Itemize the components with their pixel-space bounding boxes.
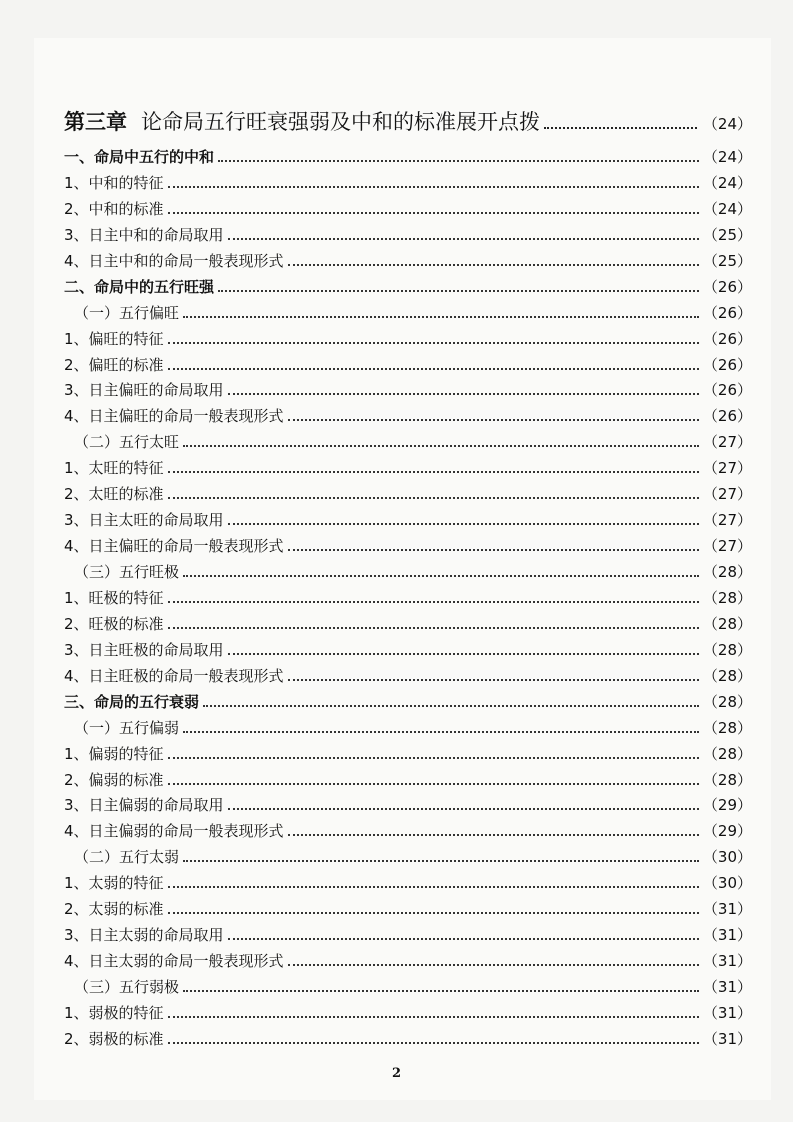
- toc-item-row: [64, 509, 752, 535]
- toc-entry-label: 4、日主旺极的命局一般表现形式: [64, 666, 284, 685]
- toc-item-row: [64, 379, 752, 405]
- toc-entry-label: 3、日主偏旺的命局取用: [64, 381, 224, 400]
- toc-item-row: [64, 535, 752, 561]
- toc-entry-label: 4、日主偏旺的命局一般表现形式: [64, 407, 284, 426]
- dot-leader: [168, 912, 699, 914]
- toc-item-row: [64, 405, 752, 431]
- dot-leader: [168, 757, 699, 759]
- chapter-page-number: （24）: [702, 115, 752, 133]
- toc-entry-page-number: （27）: [702, 433, 752, 452]
- toc-entry-page-number: （28）: [702, 563, 752, 581]
- toc-entry-label: 1、太弱的特征: [64, 874, 164, 893]
- toc-entry-label: 4、日主偏旺的命局一般表现形式: [64, 537, 284, 556]
- toc-entry-page-number: （26）: [702, 407, 752, 426]
- toc-entry-label: 2、中和的标准: [64, 199, 164, 218]
- toc-entry-page-number: （26）: [702, 277, 752, 296]
- dot-leader: [218, 160, 699, 162]
- toc-item-row: [64, 613, 752, 639]
- toc-item-row: [64, 172, 752, 198]
- toc-entry-label: （二）五行太旺: [74, 433, 180, 452]
- toc-entry-label: 1、中和的特征: [64, 173, 164, 192]
- toc-entry-page-number: （28）: [702, 666, 752, 685]
- toc-entry-page-number: （28）: [702, 718, 752, 737]
- toc-subsection-row: [64, 717, 752, 743]
- toc-entry-page-number: （30）: [702, 848, 752, 867]
- toc-entry-page-number: （27）: [702, 511, 752, 530]
- dot-leader: [218, 290, 699, 292]
- dot-leader: [168, 186, 699, 188]
- dot-leader: [228, 938, 699, 940]
- toc-entry-label: 1、弱极的特征: [64, 1003, 164, 1022]
- toc-entry-label: 3、日主偏弱的命局取用: [64, 796, 224, 815]
- toc-entry-label: 2、太旺的标准: [64, 485, 164, 504]
- toc-entry-page-number: （27）: [702, 537, 752, 556]
- toc-entry-label: 3、日主太弱的命局取用: [64, 926, 224, 945]
- dot-leader: [228, 653, 699, 655]
- toc-section-row: [64, 691, 752, 717]
- toc-subsection-row: [64, 302, 752, 328]
- dot-leader: [168, 886, 699, 888]
- chapter-number: 第三章: [64, 110, 127, 134]
- dot-leader: [168, 497, 699, 499]
- dot-leader: [183, 860, 699, 862]
- toc-section-row: [64, 146, 752, 172]
- dot-leader: [288, 549, 699, 551]
- toc-entry-page-number: （27）: [702, 459, 752, 478]
- toc-entry-label: （一）五行偏旺: [74, 303, 180, 322]
- toc-entry-page-number: （31）: [702, 978, 752, 996]
- toc-item-row: [64, 198, 752, 224]
- toc-entry-page-number: （28）: [702, 614, 752, 633]
- toc-entry-label: 2、旺极的标准: [64, 614, 164, 633]
- toc-entry-label: 3、日主中和的命局取用: [64, 225, 224, 244]
- dot-leader: [183, 575, 699, 577]
- toc-entry-page-number: （27）: [702, 485, 752, 504]
- toc-entry-page-number: （28）: [702, 692, 752, 711]
- toc-subsection-row: [64, 431, 752, 457]
- dot-leader: [288, 264, 699, 266]
- toc-entry-label: 2、偏旺的标准: [64, 355, 164, 374]
- toc-entry-label: 三、命局的五行衰弱: [64, 692, 200, 711]
- toc-subsection-row: [64, 846, 752, 872]
- toc-entry-page-number: （29）: [702, 796, 752, 815]
- toc-item-row: [64, 898, 752, 924]
- toc-item-row: [64, 820, 752, 846]
- chapter-title: 论命局五行旺衰强弱及中和的标准展开点拨: [141, 110, 540, 134]
- dot-leader: [168, 368, 699, 370]
- dot-leader: [288, 679, 699, 681]
- toc-item-row: [64, 224, 752, 250]
- dot-leader: [288, 419, 699, 421]
- toc-entry-page-number: （28）: [702, 640, 752, 659]
- toc-item-row: [64, 950, 752, 976]
- dot-leader: [168, 783, 699, 785]
- toc-entry-label: 3、日主旺极的命局取用: [64, 640, 224, 659]
- toc-entry-label: 1、旺极的特征: [64, 588, 164, 607]
- toc-item-row: [64, 872, 752, 898]
- toc-entry-label: 1、偏旺的特征: [64, 329, 164, 348]
- dot-leader: [228, 808, 699, 810]
- toc-item-row: [64, 1002, 752, 1028]
- toc-entry-page-number: （26）: [702, 381, 752, 400]
- dot-leader: [168, 627, 699, 629]
- toc-entry-page-number: （31）: [702, 1029, 752, 1048]
- toc-entry-label: （三）五行弱极: [74, 978, 180, 996]
- toc-item-row: [64, 354, 752, 380]
- dot-leader: [228, 393, 699, 395]
- toc-item-row: [64, 924, 752, 950]
- toc-entry-page-number: （28）: [702, 744, 752, 763]
- dot-leader: [183, 316, 699, 318]
- dot-leader: [288, 834, 699, 836]
- toc-item-row: [64, 794, 752, 820]
- toc-entry-page-number: （31）: [702, 1003, 752, 1022]
- toc-entry-label: 2、弱极的标准: [64, 1029, 164, 1048]
- dot-leader: [183, 445, 699, 447]
- toc-subsection-row: [64, 976, 752, 1002]
- toc-entry-page-number: （25）: [702, 251, 752, 270]
- table-of-contents: [64, 106, 752, 1054]
- toc-entry-label: 一、命局中五行的中和: [64, 148, 215, 166]
- dot-leader: [168, 342, 699, 344]
- toc-entry-label: （一）五行偏弱: [74, 718, 180, 737]
- toc-item-row: [64, 1028, 752, 1054]
- page-number: 2: [391, 1066, 402, 1081]
- toc-subsection-row: [64, 561, 752, 587]
- toc-entry-label: 二、命局中的五行旺强: [64, 277, 215, 296]
- toc-entry-page-number: （25）: [702, 225, 752, 244]
- toc-entry-page-number: （31）: [702, 900, 752, 919]
- dot-leader: [168, 601, 699, 603]
- toc-item-row: [64, 250, 752, 276]
- toc-item-row: [64, 743, 752, 769]
- chapter-heading: [64, 106, 752, 144]
- dot-leader: [168, 1016, 699, 1018]
- toc-entry-page-number: （31）: [702, 926, 752, 945]
- toc-entry-page-number: （26）: [702, 329, 752, 348]
- dot-leader: [168, 471, 699, 473]
- toc-item-row: [64, 665, 752, 691]
- toc-entry-page-number: （26）: [702, 355, 752, 374]
- toc-entry-page-number: （31）: [702, 952, 752, 971]
- toc-item-row: [64, 639, 752, 665]
- dot-leader: [183, 731, 699, 733]
- toc-entry-page-number: （24）: [702, 199, 752, 218]
- dot-leader: [168, 1042, 699, 1044]
- toc-item-row: [64, 769, 752, 795]
- dot-leader: [228, 238, 699, 240]
- toc-item-row: [64, 328, 752, 354]
- toc-item-row: [64, 587, 752, 613]
- toc-entry-label: 4、日主中和的命局一般表现形式: [64, 251, 284, 270]
- toc-entry-page-number: （28）: [702, 588, 752, 607]
- toc-item-row: [64, 457, 752, 483]
- toc-entry-label: 3、日主太旺的命局取用: [64, 511, 224, 530]
- toc-entry-page-number: （28）: [702, 770, 752, 789]
- toc-section-row: [64, 276, 752, 302]
- toc-item-row: [64, 483, 752, 509]
- dot-leader: [544, 127, 697, 129]
- toc-entry-label: （二）五行太弱: [74, 848, 180, 867]
- toc-entry-label: 1、太旺的特征: [64, 459, 164, 478]
- dot-leader: [228, 523, 699, 525]
- toc-entry-page-number: （29）: [702, 822, 752, 841]
- toc-entry-label: 2、太弱的标准: [64, 900, 164, 919]
- dot-leader: [288, 964, 699, 966]
- toc-entries: [64, 146, 752, 1054]
- toc-entry-page-number: （24）: [702, 148, 752, 166]
- toc-entry-label: （三）五行旺极: [74, 563, 180, 581]
- toc-entry-label: 4、日主太弱的命局一般表现形式: [64, 952, 284, 971]
- dot-leader: [203, 705, 699, 707]
- toc-entry-label: 1、偏弱的特征: [64, 744, 164, 763]
- toc-entry-label: 2、偏弱的标准: [64, 770, 164, 789]
- toc-entry-page-number: （30）: [702, 874, 752, 893]
- toc-entry-label: 4、日主偏弱的命局一般表现形式: [64, 822, 284, 841]
- dot-leader: [183, 990, 699, 992]
- toc-entry-page-number: （26）: [702, 303, 752, 322]
- dot-leader: [168, 212, 699, 214]
- toc-entry-page-number: （24）: [702, 173, 752, 192]
